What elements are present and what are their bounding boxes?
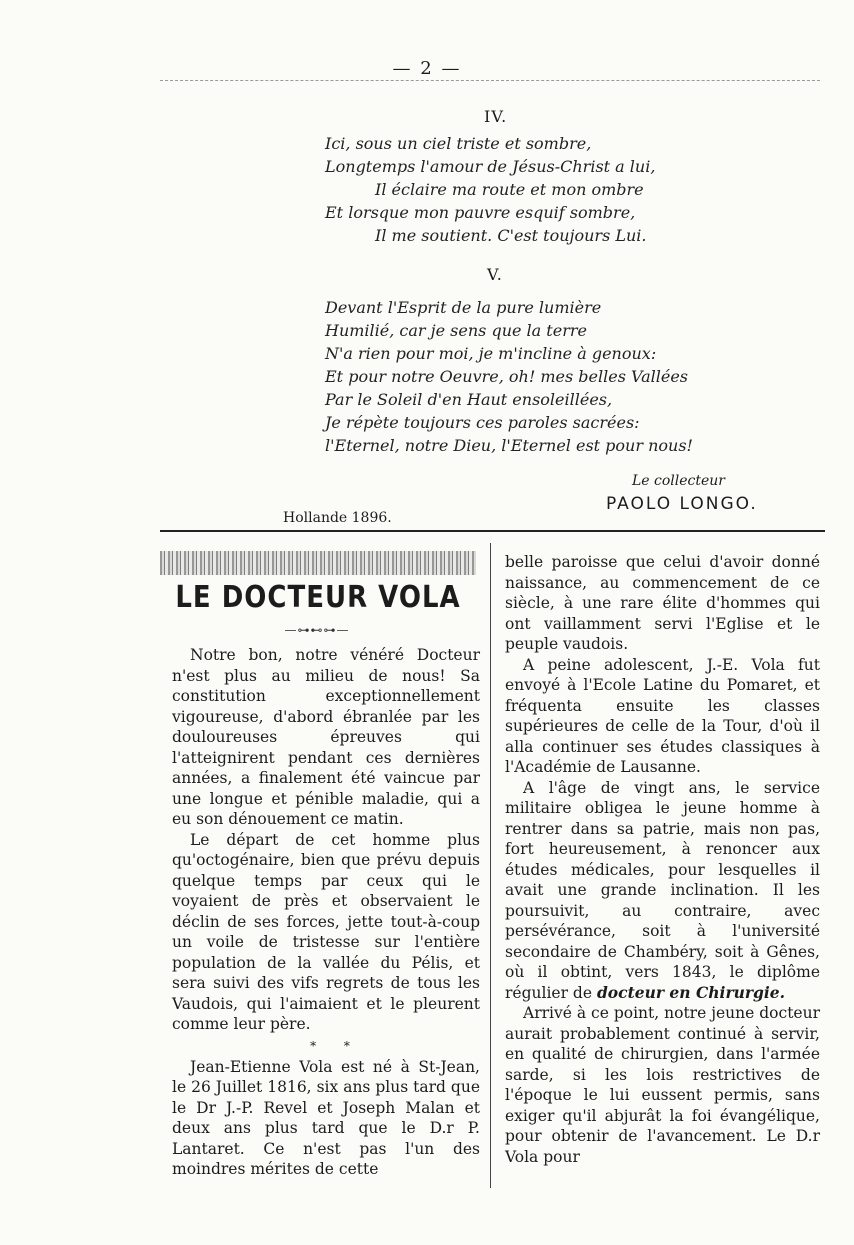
poem-line: Et pour notre Oeuvre, oh! mes belles Vallées <box>325 367 689 386</box>
article-paragraph: A peine adolescent, J.-E. Vola fut envoyé à l'Ecole Latine du Pomaret, et fréquenta ensuite les classes supérieures de celle de la Tour, d'où il alla continuer ses études classiques à l'Académie de Lausanne. <box>505 655 820 776</box>
poem-line: Par le Soleil d'en Haut ensoleillées, <box>325 390 613 409</box>
poem-line: Humilié, car je sens que la terre <box>325 321 587 340</box>
article-paragraph: Arrivé à ce point, notre jeune docteur aurait probablement continué à servir, en qualité de chirurgien, dans l'armée sarde, si les lois restrictives de l'époque le lui eussent permis, sans exiger qu'il abjurât la foi évangélique, pour obtenir de l'avancement. Le D.r Vola pour <box>505 1004 820 1166</box>
signature-role: Le collecteur <box>632 473 726 489</box>
column-separator <box>490 543 491 1188</box>
article-title: LE DOCTEUR VOLA <box>175 580 461 616</box>
poem-line: l'Eternel, notre Dieu, l'Eternel est pour nous! <box>325 436 693 455</box>
stanza-v-numeral: V. <box>487 265 503 284</box>
poem-line: N'a rien pour moi, je m'incline à genoux: <box>325 344 657 363</box>
header-rule <box>160 80 820 81</box>
article-text: A l'âge de vingt ans, le service militaire obligea le jeune homme à rentrer dans sa patrie, mais non pas, fort heureusement, à renoncer aux études médicales, pour lesquelles il avait une grande inclination. Il les poursuivit, au contraire, avec persévérance, soit à l'université secondaire de Chambéry, soit à Gênes, où il obtint, vers 1843, le diplôme régulier de <box>505 778 820 1002</box>
article-column-left <box>172 645 480 1180</box>
stanza-v <box>325 296 805 457</box>
poem-line: Je répète toujours ces paroles sacrées: <box>325 413 640 432</box>
page-number: — 2 — <box>392 58 462 79</box>
article-column-right <box>505 552 820 1167</box>
article-paragraph: Jean-Etienne Vola est né à St-Jean, le 26 Juillet 1816, six ans plus tard que le Dr J.-P. Revel et Joseph Malan et deux ans plus tard que le D.r P. Lantaret. Ce n'est pas l'un des moindres mérites de cette <box>172 1057 480 1178</box>
article-paragraph: Le départ de cet homme plus qu'octogénaire, bien que prévu depuis quelque temps par ceux qui le voyaient de près et observaient le déclin de ses forces, jette tout-à-coup un voile de tristesse sur l'entière population de la vallée du Pélis, et sera suivi des vifs regrets de tous les Vaudois, qui l'aimaient et le pleurent comme leur père. <box>172 830 480 1033</box>
poem-line: Ici, sous un ciel triste et sombre, <box>325 134 592 153</box>
article-paragraph: Notre bon, notre vénéré Docteur n'est plus au milieu de nous! Sa constitution exceptionnellement vigoureuse, d'abord ébranlée par les douloureuses épreuves qui l'atteignirent pendant ces dernières années, a finalement été vaincue par une longue et pénible maladie, qui a eu son dénouement ce matin. <box>172 646 480 828</box>
decorative-banner <box>160 551 476 575</box>
emphasized-text: docteur en Chirurgie. <box>596 982 786 1002</box>
poem-line: Devant l'Esprit de la pure lumière <box>325 298 602 317</box>
article-paragraph <box>505 778 820 1004</box>
asterism: * * <box>310 1038 362 1053</box>
poem-line: Il éclaire ma route et mon ombre <box>375 180 644 199</box>
stanza-iv <box>325 132 805 247</box>
article-paragraph: belle paroisse que celui d'avoir donné naissance, au commencement de ce siècle, à une rare élite d'hommes qui ont vaillamment servi l'Eglise et le peuple vaudois. <box>505 553 820 653</box>
poem-line: Longtemps l'amour de Jésus-Christ a lui, <box>325 157 656 176</box>
poem-line: Il me soutient. C'est toujours Lui. <box>375 226 647 245</box>
section-divider <box>160 530 825 532</box>
poem-line: Et lorsque mon pauvre esquif sombre, <box>325 203 636 222</box>
signature-name: PAOLO LONGO. <box>606 494 758 514</box>
place-date: Hollande 1896. <box>283 510 392 526</box>
stanza-iv-numeral: IV. <box>484 107 508 126</box>
title-ornament: —⊶⊷⊶— <box>284 623 350 637</box>
